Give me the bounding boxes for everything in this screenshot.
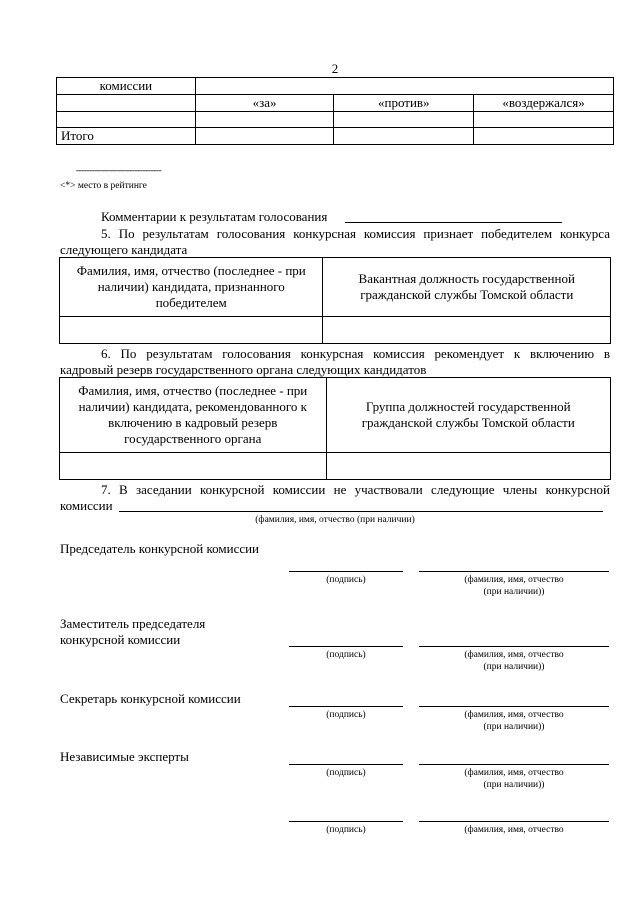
table-cell	[323, 317, 611, 344]
name-caption: (при наличии))	[483, 662, 545, 672]
sign-caption: (подпись)	[326, 575, 366, 585]
sign-caption: (подпись)	[326, 710, 366, 720]
secretary-label: Секретарь конкурсной комиссии	[60, 691, 241, 706]
chair-signature-line	[289, 571, 403, 572]
item6-text: 6. По результатам голосования конкурсная комиссия рекомендует к включению в	[101, 346, 610, 361]
name-caption: (при наличии))	[483, 587, 545, 597]
experts-label: Независимые эксперты	[60, 749, 189, 764]
name-caption: (фамилия, имя, отчество	[464, 768, 564, 778]
voting-table	[56, 77, 614, 145]
table-cell	[326, 453, 611, 480]
item5-text: 5. По результатам голосования конкурсная комиссия признает победителем конкурса	[101, 226, 610, 241]
expert1-signature-line	[289, 764, 403, 765]
table-cell	[195, 112, 334, 128]
item5-text-cont: следующего кандидата	[60, 242, 188, 257]
absent-members-caption: (фамилия, имя, отчество (при наличии)	[255, 515, 415, 525]
table-cell	[60, 453, 327, 480]
page-number: 2	[331, 61, 339, 76]
sign-caption: (подпись)	[326, 768, 366, 778]
table-cell	[334, 128, 474, 145]
column-header-for: «за»	[195, 95, 334, 112]
table-cell: комиссии	[57, 78, 196, 95]
deputy-name-line	[419, 646, 609, 647]
item7-label: комиссии	[60, 498, 113, 513]
sign-caption: (подпись)	[326, 650, 366, 660]
absent-members-line	[119, 511, 603, 512]
expert2-signature-line	[289, 821, 403, 822]
comments-line	[345, 222, 562, 223]
sign-caption: (подпись)	[326, 825, 366, 835]
chair-name-line	[419, 571, 609, 572]
reserve-header-group: Группа должностей государственной гражданской службы Томской области	[326, 378, 611, 453]
table-cell	[57, 95, 196, 112]
name-caption: (фамилия, имя, отчество	[464, 575, 564, 585]
footnote-text: <*> место в рейтинге	[60, 181, 147, 191]
column-header-against: «против»	[334, 95, 474, 112]
table-cell	[195, 78, 613, 95]
table-cell	[474, 128, 614, 145]
name-caption: (при наличии))	[483, 722, 545, 732]
name-caption: (фамилия, имя, отчество	[464, 650, 564, 660]
secretary-signature-line	[289, 706, 403, 707]
deputy-signature-line	[289, 646, 403, 647]
column-header-abstain: «воздержался»	[474, 95, 614, 112]
winner-header-position: Вакантная должность государственной гражданской службы Томской области	[323, 258, 611, 317]
table-cell	[195, 128, 334, 145]
deputy-label: Заместитель председателя конкурсной комиссии	[60, 616, 206, 647]
reserve-header-name: Фамилия, имя, отчество (последнее - при наличии) кандидата, рекомендованного к включению в кадровый резерв государственного органа	[60, 378, 327, 453]
secretary-name-line	[419, 706, 609, 707]
name-caption: (при наличии))	[483, 780, 545, 790]
item6-text-cont: кадровый резерв государственного органа следующих кандидатов	[60, 362, 427, 377]
winner-table	[59, 257, 611, 344]
table-cell	[334, 112, 474, 128]
footnote-separator: --------------------------------	[76, 166, 162, 176]
table-cell	[57, 112, 196, 128]
total-label: Итого	[57, 128, 196, 145]
expert2-name-line	[419, 821, 609, 822]
name-caption: (фамилия, имя, отчество	[464, 825, 564, 835]
table-cell	[60, 317, 323, 344]
comments-label: Комментарии к результатам голосования	[101, 209, 328, 224]
chair-label: Председатель конкурсной комиссии	[60, 541, 260, 556]
name-caption: (фамилия, имя, отчество	[464, 710, 564, 720]
item7-text: 7. В заседании конкурсной комиссии не участвовали следующие члены конкурсной	[101, 482, 610, 497]
table-cell	[474, 112, 614, 128]
expert1-name-line	[419, 764, 609, 765]
winner-header-name: Фамилия, имя, отчество (последнее - при наличии) кандидата, признанного победителем	[60, 258, 323, 317]
reserve-table	[59, 377, 611, 480]
